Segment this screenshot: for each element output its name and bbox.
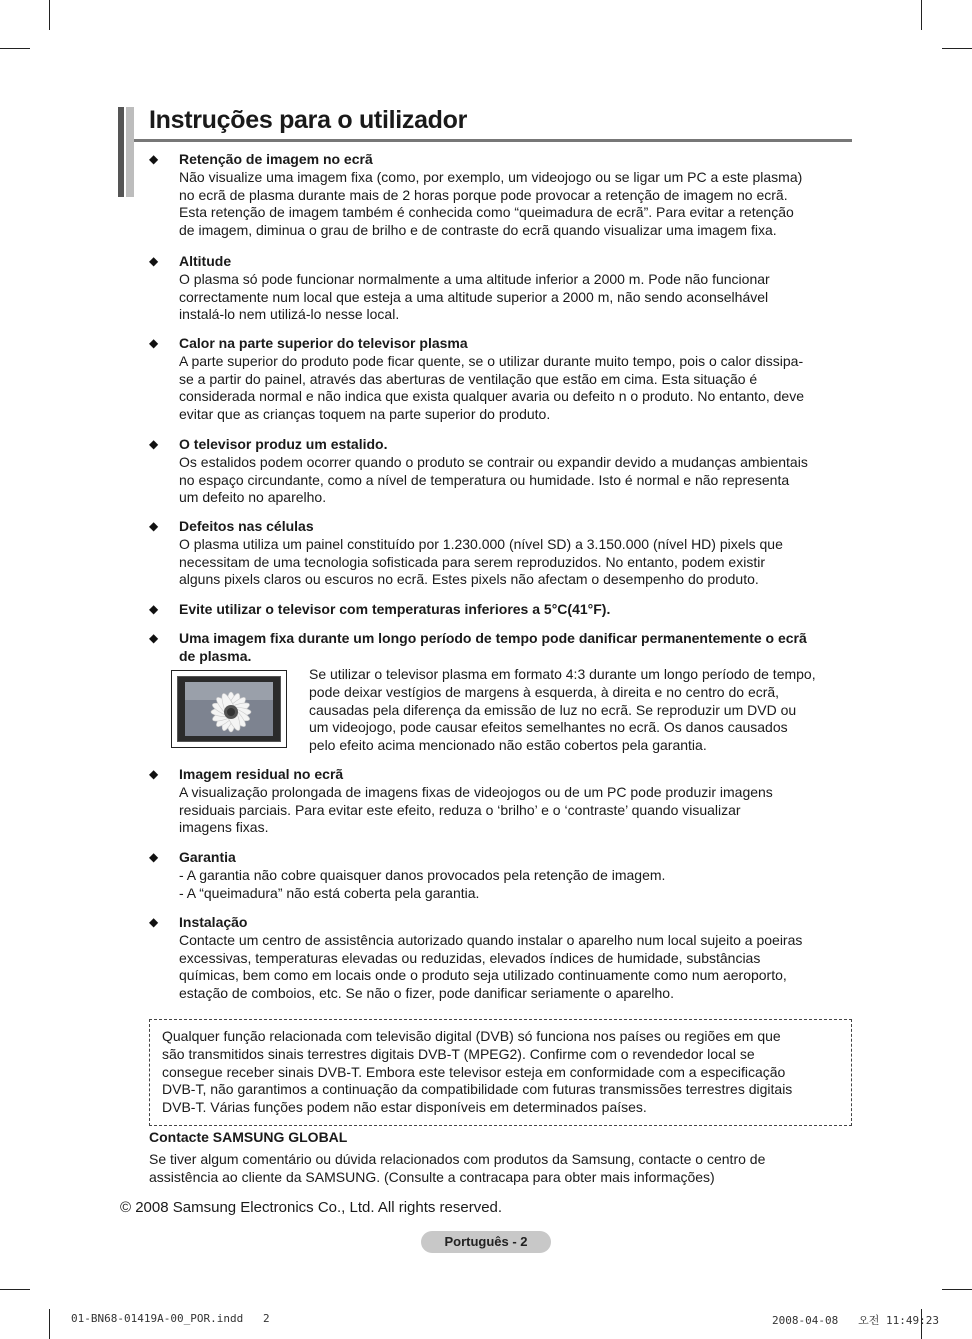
section-body: O plasma só pode funcionar normalmente a uma altitude inferior a 2000 m. Pode não funcionar correctamente num local que esteja a uma altitude superior a 2000 m, não sendo aconselhável instalá-lo nem utilizá-lo nesse local. (179, 270, 770, 323)
section-heading: Imagem residual no ecrã (179, 766, 344, 782)
section-heading: Defeitos nas células (179, 518, 314, 534)
diamond-bullet-icon: ◆ (149, 602, 159, 616)
diamond-bullet-icon: ◆ (149, 336, 159, 350)
print-slug-date: 2008-04-08 오전 11:49:23 (772, 1314, 939, 1327)
flower-icon (185, 682, 273, 736)
section-click-sound (149, 436, 854, 507)
section-heading: O televisor produz um estalido. (179, 436, 388, 452)
section-body: Contacte um centro de assistência autorizado quando instalar o aparelho num local sujeito a poeiras excessivas, temperaturas elevadas ou reduzidas, elevados índices de humidade, substâncias químicas, bem como em locais onde o produto seja utilizado continuamente como num aeroporto, estação de comboios, etc. Se não o fizer, pode danificar seriamente o aparelho. (179, 931, 803, 1002)
dvb-notice-text: Qualquer função relacionada com televisão digital (DVB) só funciona nos países ou regiões em que são transmitidos sinais terrestres digitais DVB-T (MPEG2). Confirme com o revendedor local se consegue receber sinais DVB-T. Embora este televisor esteja em conformidade com a especificação DVB-T, não garantimos a continuação da compatibilidade com futuras transmissões terrestres digitais DVB-T. Várias funções podem não estar disponíveis em determinados países. (162, 1028, 793, 1116)
crop-mark (0, 1289, 30, 1290)
section-residual-image (149, 766, 854, 837)
section-low-temperature (149, 601, 854, 619)
diamond-bullet-icon: ◆ (149, 254, 159, 268)
section-warranty (149, 849, 854, 902)
section-body: Não visualize uma imagem fixa (como, por exemplo, um videojogo ou se ligar um PC a este plasma) no ecrã de plasma durante mais de 2 horas porque pode provocar a retenção de imagem no ecrã. Esta retenção de imagem também é conhecida como “queimadura de ecrã”. Para evitar a retenção de imagem, diminua o grau de brilho e de contraste do ecrã quando visualizar uma imagem fixa. (179, 168, 803, 239)
section-body: O plasma utiliza um painel constituído por 1.230.000 (nível SD) a 3.150.000 (nível HD) pixels que necessitam de uma tecnologia sofisticada para serem reproduzidos. No entanto, podem existir alguns pixels claros ou escuros no ecrã. Estes pixels não afectam o desempenho do produto. (179, 535, 783, 588)
diamond-bullet-icon: ◆ (149, 631, 159, 645)
section-heading: Evite utilizar o televisor com temperaturas inferiores a 5°C(41°F). (179, 601, 611, 617)
section-altitude (149, 253, 854, 324)
diamond-bullet-icon: ◆ (149, 152, 159, 166)
section-still-image (149, 630, 854, 666)
section-heading: Retenção de imagem no ecrã (179, 151, 373, 167)
dvb-notice-box (149, 1019, 852, 1126)
section-installation (149, 914, 854, 1003)
page-number-badge: Português - 2 (421, 1231, 551, 1253)
section-body: Os estalidos podem ocorrer quando o produto se contrair ou expandir devido a mudanças ambientais no espaço circundante, como a nível de temperatura ou humidade. Isto é normal e não representa um defeito no aparelho. (179, 453, 808, 506)
crop-mark (49, 1309, 50, 1339)
section-heading: Altitude (179, 253, 232, 269)
section-body: - A garantia não cobre quaisquer danos provocados pela retenção de imagem. - A “queimadura” não está coberta pela garantia. (179, 866, 666, 901)
header-accent-bar-light (126, 107, 134, 197)
title-underline (134, 139, 852, 142)
section-heading: Uma imagem fixa durante um longo período de tempo pode danificar permanentemente o ecrã de plasma. (179, 630, 807, 664)
illustration-caption: Se utilizar o televisor plasma em formato 4:3 durante um longo período de tempo, pode deixar vestígios de margens à esquerda, à direita e no centro do ecrã, causadas pela diferença da emissão de luz no ecrã. Se reproduzir um DVD ou um videojogo, pode causar efeitos semelhantes no ecrã. Os danos causados pelo efeito acima mencionado não estão cobertos pela garantia. (309, 666, 816, 754)
section-heat (149, 335, 854, 424)
contact-heading: Contacte SAMSUNG GLOBAL (149, 1129, 348, 1145)
burn-in-illustration (171, 670, 287, 748)
flower-image (185, 682, 273, 736)
page-title: Instruções para o utilizador (149, 106, 468, 134)
section-cell-defects (149, 518, 854, 589)
section-heading: Calor na parte superior do televisor plasma (179, 335, 468, 351)
diamond-bullet-icon: ◆ (149, 519, 159, 533)
diamond-bullet-icon: ◆ (149, 915, 159, 929)
print-slug-file: 01-BN68-01419A-00_POR.indd 2 (71, 1312, 270, 1325)
tv-screen (177, 676, 281, 742)
section-image-retention (149, 151, 854, 240)
diamond-bullet-icon: ◆ (149, 850, 159, 864)
crop-mark (921, 0, 922, 30)
crop-mark (942, 1289, 972, 1290)
header-accent-bar (118, 107, 124, 197)
diamond-bullet-icon: ◆ (149, 767, 159, 781)
crop-mark (0, 48, 30, 49)
section-body: A parte superior do produto pode ficar quente, se o utilizar durante muito tempo, pois o calor dissipa- se a partir do painel, através das aberturas de ventilação que estão em cima. Esta situação é considerada normal e não indica que exista qualquer avaria ou defeito n o produto. No entanto, deve evitar que as crianças toquem na parte superior do produto. (179, 352, 804, 423)
copyright-notice: © 2008 Samsung Electronics Co., Ltd. All rights reserved. (120, 1199, 503, 1216)
diamond-bullet-icon: ◆ (149, 437, 159, 451)
section-body: A visualização prolongada de imagens fixas de videojogos ou de um PC pode produzir imagens residuais parciais. Para evitar este efeito, reduza o ‘brilho’ e o ‘contraste’ quando visualizar imagens fixas. (179, 783, 773, 836)
section-heading: Instalação (179, 914, 248, 930)
contact-body: Se tiver algum comentário ou dúvida relacionados com produtos da Samsung, contacte o centro de assistência ao cliente da SAMSUNG. (Consulte a contracapa para obter mais informações) (149, 1151, 766, 1185)
crop-mark (942, 48, 972, 49)
section-heading: Garantia (179, 849, 236, 865)
crop-mark (49, 0, 50, 30)
